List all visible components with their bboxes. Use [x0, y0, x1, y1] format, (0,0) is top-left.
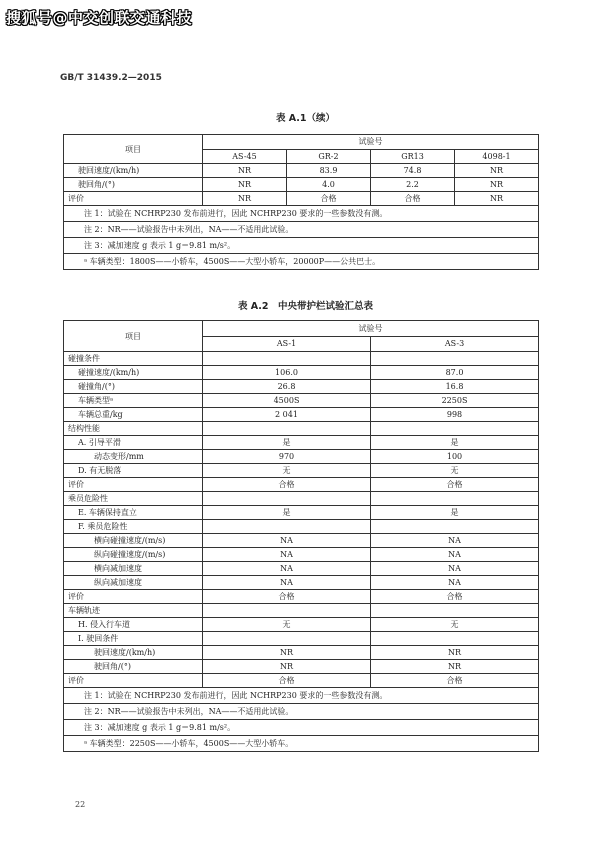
table-cell: 100 [371, 450, 539, 464]
table-cell [203, 632, 371, 646]
item-header: 项目 [64, 135, 203, 164]
table-cell: NR [371, 660, 539, 674]
row-label: 驶回角/(°) [64, 178, 203, 192]
table-cell [203, 352, 371, 366]
table-cell: 合格 [287, 192, 371, 206]
table-cell: NA [203, 534, 371, 548]
table-cell: 合格 [203, 478, 371, 492]
table-cell [203, 422, 371, 436]
row-label: F. 乘员危险性 [64, 520, 203, 534]
row-label: 评价 [64, 590, 203, 604]
row-label: 驶回速度/(km/h) [64, 646, 203, 660]
note-row [64, 688, 539, 704]
note-row [64, 222, 539, 238]
table-note: ᵃ 车辆类型：2250S——小轿车，4500S——大型小轿车。 [64, 736, 539, 752]
table-cell: NR [203, 646, 371, 660]
table-cell: NR [203, 660, 371, 674]
table-cell: 998 [371, 408, 539, 422]
table-cell: 是 [203, 506, 371, 520]
row-label: H. 侵入行车道 [64, 618, 203, 632]
row-label: D. 有无脱落 [64, 464, 203, 478]
table-row [64, 674, 539, 688]
table-cell: 无 [371, 464, 539, 478]
table-cell: 合格 [371, 478, 539, 492]
watermark: 搜狐号@中交创联交通科技 [6, 9, 193, 27]
table-row [64, 478, 539, 492]
row-label: 车辆总重/kg [64, 408, 203, 422]
row-label: 驶回角/(°) [64, 660, 203, 674]
table-cell: NA [371, 562, 539, 576]
standard-number: GB/T 31439.2—2015 [60, 73, 162, 83]
table1-caption: 表 A.1（续） [275, 113, 336, 124]
section-row [64, 422, 539, 436]
table-cell: NA [203, 548, 371, 562]
test-number-header: 试验号 [203, 321, 539, 337]
table-row [64, 436, 539, 450]
column-header: AS-1 [203, 336, 371, 352]
header-row [64, 321, 539, 337]
row-label: 动态变形/mm [64, 450, 203, 464]
table-note: 注 1：试验在 NCHRP230 发布前进行，因此 NCHRP230 要求的一些参数没有测。 [64, 688, 539, 704]
table-cell: 26.8 [203, 380, 371, 394]
table-cell: NA [371, 534, 539, 548]
section-label: 碰撞条件 [64, 352, 203, 366]
column-header: AS-3 [371, 336, 539, 352]
table-row [64, 464, 539, 478]
table-cell: 106.0 [203, 366, 371, 380]
table-note: ᵃ 车辆类型：1800S——小轿车，4500S——大型小轿车，20000P——公共巴士。 [64, 254, 539, 270]
table-cell [371, 422, 539, 436]
table-cell: 是 [371, 506, 539, 520]
row-label: 评价 [64, 478, 203, 492]
note-row [64, 704, 539, 720]
note-row [64, 720, 539, 736]
table-row [64, 590, 539, 604]
table-cell: 87.0 [371, 366, 539, 380]
table-cell: NR [455, 192, 539, 206]
table-cell: 合格 [203, 590, 371, 604]
table-cell: 2250S [371, 394, 539, 408]
row-label: 碰撞速度/(km/h) [64, 366, 203, 380]
table-cell: 是 [203, 436, 371, 450]
column-header: AS-45 [203, 149, 287, 164]
table-cell: 合格 [371, 674, 539, 688]
table-row [64, 548, 539, 562]
table-cell: 4500S [203, 394, 371, 408]
section-label: 乘员危险性 [64, 492, 203, 506]
table-row [64, 506, 539, 520]
item-header: 项目 [64, 321, 203, 352]
table-cell: 无 [371, 618, 539, 632]
table-cell: 83.9 [287, 164, 371, 178]
table-cell [371, 632, 539, 646]
row-label: 横向减加速度 [64, 562, 203, 576]
table-row [64, 178, 539, 192]
header-row [64, 135, 539, 150]
table-cell: NR [203, 192, 287, 206]
table-cell: 合格 [203, 674, 371, 688]
table-cell [203, 604, 371, 618]
table-cell: 无 [203, 618, 371, 632]
note-row [64, 254, 539, 270]
table-cell: NR [455, 178, 539, 192]
table-cell: 合格 [371, 192, 455, 206]
section-row [64, 492, 539, 506]
table-note: 注 3：减加速度 g 表示 1 g＝9.81 m/s²。 [64, 720, 539, 736]
table-row [64, 520, 539, 534]
table-cell: 2 041 [203, 408, 371, 422]
column-header: 4098-1 [455, 149, 539, 164]
row-label: E. 车辆保持直立 [64, 506, 203, 520]
row-label: 车辆类型ᵃ [64, 394, 203, 408]
row-label: 纵向减加速度 [64, 576, 203, 590]
table-cell [371, 604, 539, 618]
table-cell: NR [203, 178, 287, 192]
section-label: 结构性能 [64, 422, 203, 436]
table-row [64, 632, 539, 646]
row-label: 驶回速度/(km/h) [64, 164, 203, 178]
table-cell [203, 492, 371, 506]
test-number-header: 试验号 [203, 135, 539, 150]
table-note: 注 1：试验在 NCHRP230 发布前进行，因此 NCHRP230 要求的一些参数没有测。 [64, 206, 539, 222]
table-cell: 970 [203, 450, 371, 464]
table-cell: NR [455, 164, 539, 178]
table-cell: NA [203, 576, 371, 590]
table-cell [203, 520, 371, 534]
table-note: 注 2：NR——试验报告中未列出，NA——不适用此试验。 [64, 704, 539, 720]
note-row [64, 206, 539, 222]
table-row [64, 380, 539, 394]
table-cell: NR [203, 164, 287, 178]
table-cell [371, 492, 539, 506]
table2 [63, 320, 539, 752]
column-header: GR-2 [287, 149, 371, 164]
table-row [64, 562, 539, 576]
table-cell [371, 352, 539, 366]
table-cell: 是 [371, 436, 539, 450]
table-row [64, 576, 539, 590]
table-cell: NR [371, 646, 539, 660]
table-row [64, 618, 539, 632]
row-label: 碰撞角/(°) [64, 380, 203, 394]
table-row [64, 534, 539, 548]
table-cell: 16.8 [371, 380, 539, 394]
table-note: 注 2：NR——试验报告中未列出，NA——不适用此试验。 [64, 222, 539, 238]
note-row [64, 238, 539, 254]
table-cell: 2.2 [371, 178, 455, 192]
row-label: 纵向碰撞速度/(m/s) [64, 548, 203, 562]
table-row [64, 450, 539, 464]
section-row [64, 604, 539, 618]
note-row [64, 736, 539, 752]
table1 [63, 134, 539, 270]
row-label: 评价 [64, 674, 203, 688]
table-row [64, 660, 539, 674]
table-row [64, 164, 539, 178]
table-cell: NA [203, 562, 371, 576]
column-header: GR13 [371, 149, 455, 164]
table-cell: 74.8 [371, 164, 455, 178]
table-cell: 合格 [371, 590, 539, 604]
table-note: 注 3：减加速度 g 表示 1 g＝9.81 m/s²。 [64, 238, 539, 254]
page-number: 22 [75, 800, 86, 809]
table-cell: 无 [203, 464, 371, 478]
row-label: 评价 [64, 192, 203, 206]
table-row [64, 366, 539, 380]
section-row [64, 352, 539, 366]
row-label: 横向碰撞速度/(m/s) [64, 534, 203, 548]
table-cell [371, 520, 539, 534]
table-row [64, 408, 539, 422]
table-row [64, 192, 539, 206]
table2-caption: 表 A.2 中央带护栏试验汇总表 [237, 301, 374, 312]
table-cell: 4.0 [287, 178, 371, 192]
table-cell: NA [371, 576, 539, 590]
row-label: I. 驶回条件 [64, 632, 203, 646]
section-label: 车辆轨迹 [64, 604, 203, 618]
row-label: A. 引导平滑 [64, 436, 203, 450]
table-row [64, 646, 539, 660]
table-row [64, 394, 539, 408]
table-cell: NA [371, 548, 539, 562]
